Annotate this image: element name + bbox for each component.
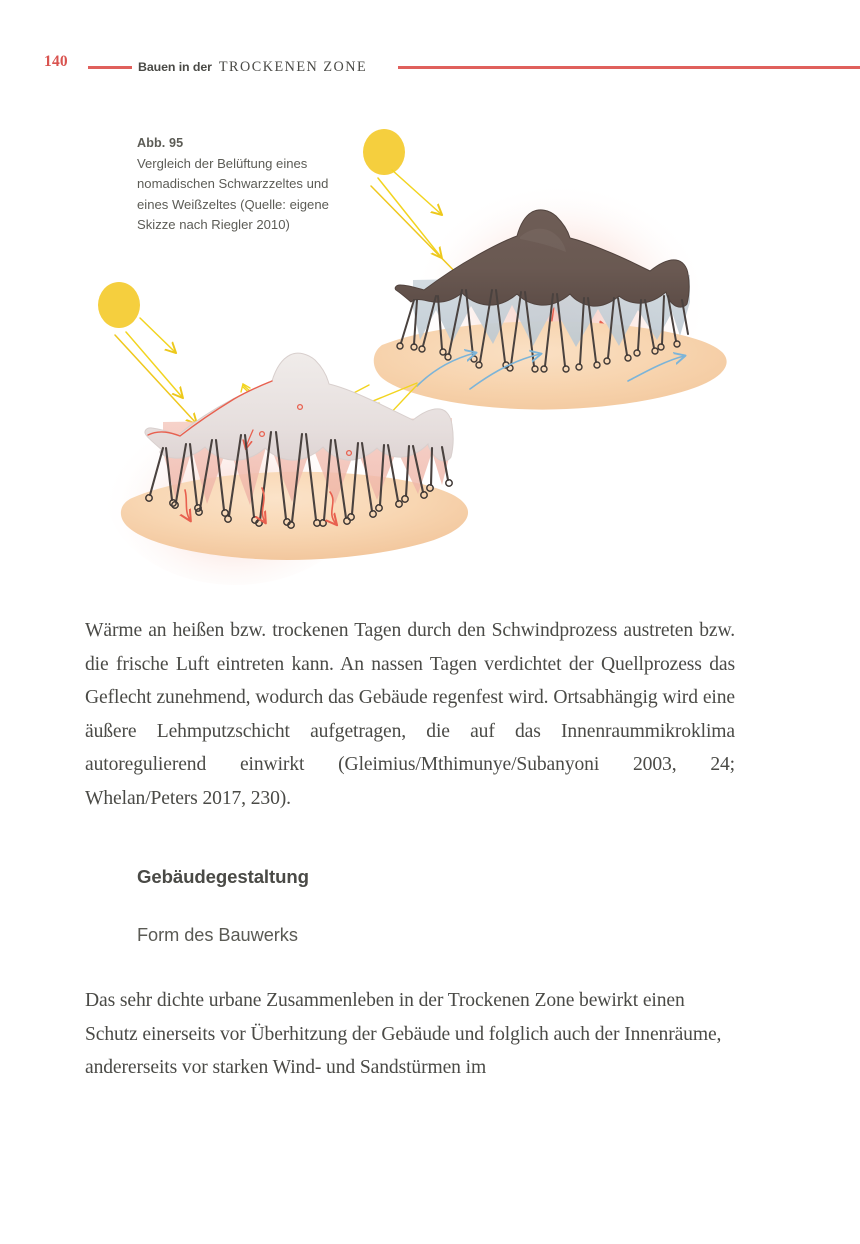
heading-main-block — [137, 866, 309, 888]
figure-illustration — [0, 100, 860, 600]
running-head — [0, 52, 860, 82]
tent-comparison-drawing — [0, 100, 860, 600]
black-tent-scene — [363, 129, 727, 410]
sun-icon-top — [363, 129, 405, 175]
sun-icon-bottom — [98, 282, 140, 328]
paragraph-1: Wärme an heißen bzw. trockenen Tagen durch den Schwindprozess austreten bzw. die frische Luft eintreten kann. An nassen Tagen verdichtet der Quellprozess das Geflecht zunehmend, wodurch das Gebäude regenfest wird. Ortsabhängig wird eine äußere Lehmputzschicht aufgetragen, die auf das Innenraummikroklima autoregulierend einwirkt (Gleimius/Mthimunye/Subanyoni 2003, 24; Whelan/Peters 2017, 230). — [85, 620, 735, 809]
body-column-2 — [85, 984, 735, 1085]
page-number: 140 — [44, 53, 68, 70]
running-head-title: TROCKENEN ZONE — [218, 59, 368, 75]
header-rule-left — [88, 66, 132, 69]
heading-form-des-bauwerks: Form des Bauwerks — [137, 925, 298, 945]
body-column — [85, 614, 735, 816]
header-rule-right — [398, 66, 860, 69]
running-head-prefix: Bauen in der — [138, 60, 212, 74]
figure-caption-label: Abb. 95 — [137, 136, 184, 150]
paragraph-2: Das sehr dichte urbane Zusammenleben in der Trockenen Zone bewirkt einen Schutz einerseits vor Überhitzung der Gebäude und folglich auch der Innenräume, andererseits vor starken Wind- und Sandstürmen im — [85, 990, 722, 1079]
running-head-text — [138, 52, 367, 82]
heading-gebaeudegestaltung: Gebäudegestaltung — [137, 866, 309, 887]
figure-caption-text: Vergleich der Belüftung eines nomadischen Schwarzzeltes und eines Weißzeltes (Quelle: eigene Skizze nach Riegler 2010) — [137, 155, 329, 233]
white-tent-scene — [98, 282, 468, 585]
heading-sub-block — [137, 925, 298, 946]
figure-caption — [137, 133, 352, 236]
